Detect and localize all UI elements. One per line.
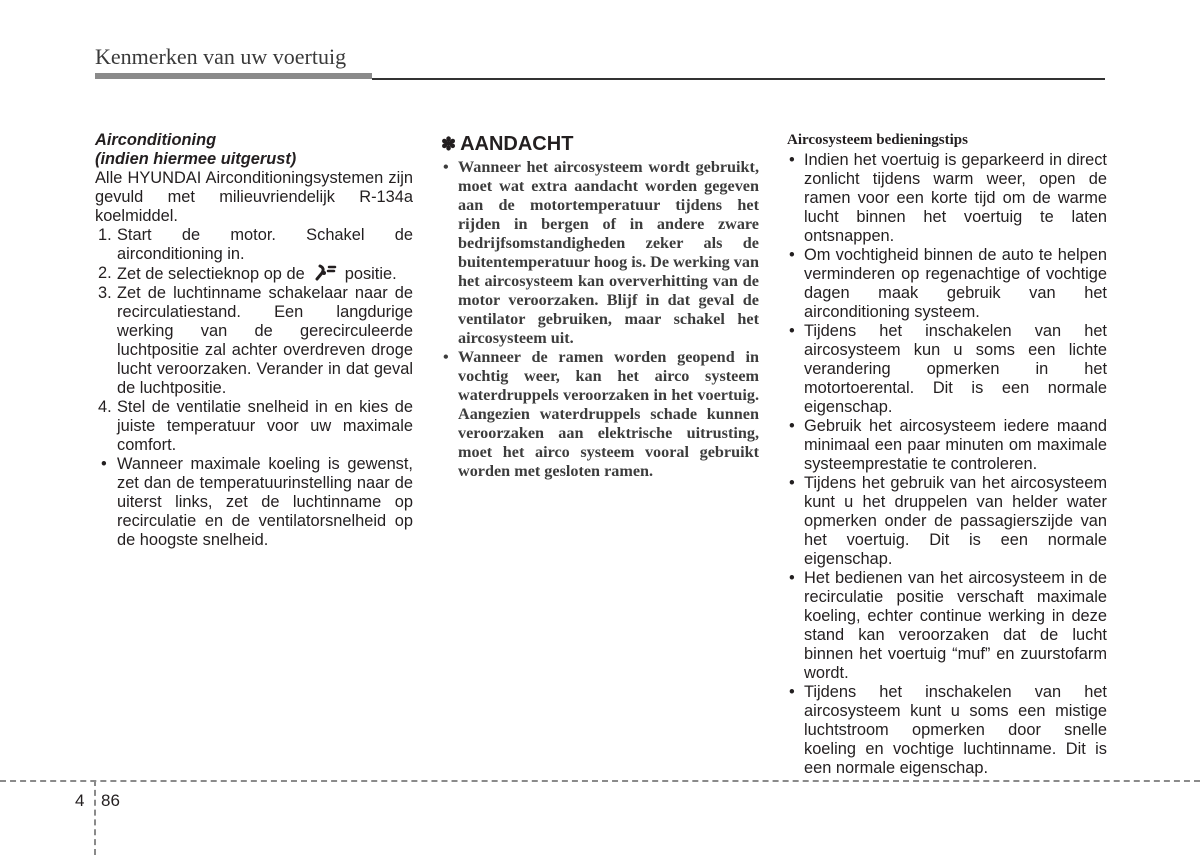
caution-text: Wanneer de ramen worden geopend in vochtig weer, kan het airco systeem waterdruppels veroorzaken in het voertuig. Aangezien waterdruppels schade kunnen veroorzaken aan elektrische uitrusting, moet het airco systeem vooral gebruikt worden met gesloten ramen. bbox=[458, 348, 759, 480]
vent-mode-icon bbox=[313, 264, 339, 282]
bullet-marker: • bbox=[789, 246, 795, 264]
intro-paragraph: Alle HYUNDAI Airconditioningsystemen zijn gevuld met milieuvriendelijk R-134a koelmiddel. bbox=[95, 169, 413, 225]
step-item bbox=[95, 226, 413, 264]
bullet-marker: • bbox=[789, 417, 795, 435]
footer-page-divider bbox=[94, 780, 96, 855]
tips-text: Om vochtigheid binnen de auto te helpen verminderen op regenachtige of vochtige dagen maak gebruik van het airconditioning systeem. bbox=[804, 246, 1107, 321]
step-text: Zet de luchtinname schakelaar naar de recirculatiestand. Een langdurige werking van de gerecirculeerde luchtpositie zal achter overdreven droge lucht veroorzaken. Verander in dat geval de luchtpositie. bbox=[117, 284, 413, 397]
tips-text: Tijdens het gebruik van het aircosysteem kunt u het druppelen van helder water opmerken onder de passagierszijde van het voertuig. Dit is een normale eigenschap. bbox=[804, 474, 1107, 568]
caution-list bbox=[441, 158, 759, 481]
bullet-marker: • bbox=[101, 455, 107, 473]
step-marker: 3. bbox=[98, 284, 112, 302]
tips-item bbox=[787, 569, 1107, 683]
bullet-marker: • bbox=[789, 569, 795, 587]
bullet-text: Wanneer maximale koeling is gewenst, zet dan de temperatuurinstelling naar de uiterst links, zet de luchtinname op recirculatie en de ventilatorsnelheid op de hoogste snelheid. bbox=[117, 455, 413, 549]
tips-column bbox=[787, 131, 1107, 778]
page-header-title: Kenmerken van uw voertuig bbox=[95, 44, 347, 69]
caution-heading-text: AANDACHT bbox=[460, 133, 574, 155]
step-marker: 2. bbox=[98, 264, 112, 282]
bullet-marker: • bbox=[443, 348, 449, 366]
step-marker: 1. bbox=[98, 226, 112, 244]
tips-heading: Aircosysteem bedieningstips bbox=[787, 132, 968, 148]
header-rule-thin bbox=[372, 78, 1105, 80]
bullet-marker: • bbox=[443, 158, 449, 176]
bullet-marker: • bbox=[789, 322, 795, 340]
tips-item bbox=[787, 683, 1107, 778]
step-text: Stel de ventilatie snelheid in en kies de juiste temperatuur voor uw maximale comfort. bbox=[117, 398, 413, 454]
caution-heading bbox=[441, 132, 759, 156]
tips-text: Gebruik het aircosysteem iedere maand minimaal een paar minuten om maximale systeemprestatie te controleren. bbox=[804, 417, 1107, 473]
caution-text: Wanneer het aircosysteem wordt gebruikt, moet wat extra aandacht worden gegeven aan de motortemperatuur tijdens het rijden in bergen of in andere zware bedrijfsomstandigheden zeker als de buitentemperatuur hoog is. De werking van het aircosysteem kan oververhitting van de motor veroorzaken. Blijf in dat geval de ventilator gebruiken, maar schakel het aircosysteem uit. bbox=[458, 158, 759, 347]
caution-item bbox=[441, 158, 759, 348]
footer-divider bbox=[0, 780, 1200, 782]
tips-item bbox=[787, 417, 1107, 474]
page-number: 86 bbox=[101, 791, 120, 810]
step-marker: 4. bbox=[98, 398, 112, 416]
chapter-number: 4 bbox=[75, 791, 85, 810]
subheading-line-2: (indien hiermee uitgerust) bbox=[95, 150, 297, 168]
step-text-after-icon: positie. bbox=[344, 265, 397, 283]
tips-item bbox=[787, 246, 1107, 322]
tips-item bbox=[787, 474, 1107, 569]
header-rule-thick bbox=[95, 73, 372, 79]
bullet-marker: • bbox=[789, 474, 795, 492]
left-column bbox=[95, 131, 413, 550]
caution-item bbox=[441, 348, 759, 481]
step-text-before-icon: Zet de selectieknop op de bbox=[117, 265, 305, 283]
section-subheading bbox=[95, 131, 413, 169]
tips-text: Het bedienen van het aircosysteem in de recirculatie positie verschaft maximale koeling, echter continue werking in deze stand kan veroorzaken dat de lucht binnen het voertuig “muf” en zuurstofarm wordt. bbox=[804, 569, 1107, 682]
step-text: Start de motor. Schakel de airconditioning in. bbox=[117, 226, 413, 263]
bullet-marker: • bbox=[789, 683, 795, 701]
bullet-item bbox=[95, 455, 413, 550]
caution-column bbox=[441, 131, 759, 481]
subheading-line-1: Airconditioning bbox=[95, 131, 217, 149]
bullet-marker: • bbox=[789, 151, 795, 169]
step-item bbox=[95, 284, 413, 398]
tips-item bbox=[787, 322, 1107, 417]
tips-text: Indien het voertuig is geparkeerd in direct zonlicht tijdens warm weer, open de ramen voor een korte tijd om de warme lucht binnen het voertuig te laten ontsnappen. bbox=[804, 151, 1107, 245]
tips-item bbox=[787, 151, 1107, 246]
step-item bbox=[95, 264, 413, 284]
tips-text: Tijdens het inschakelen van het aircosysteem kun u soms een lichte verandering opmerken in het motortoerental. Dit is een normale eigenschap. bbox=[804, 322, 1107, 416]
tips-text: Tijdens het inschakelen van het aircosysteem kunt u soms een mistige luchtstroom opmerken door snelle koeling en vochtige luchtinname. Dit is een normale eigenschap. bbox=[804, 683, 1107, 777]
caution-star-icon: ✽ bbox=[441, 134, 457, 154]
step-item bbox=[95, 398, 413, 455]
